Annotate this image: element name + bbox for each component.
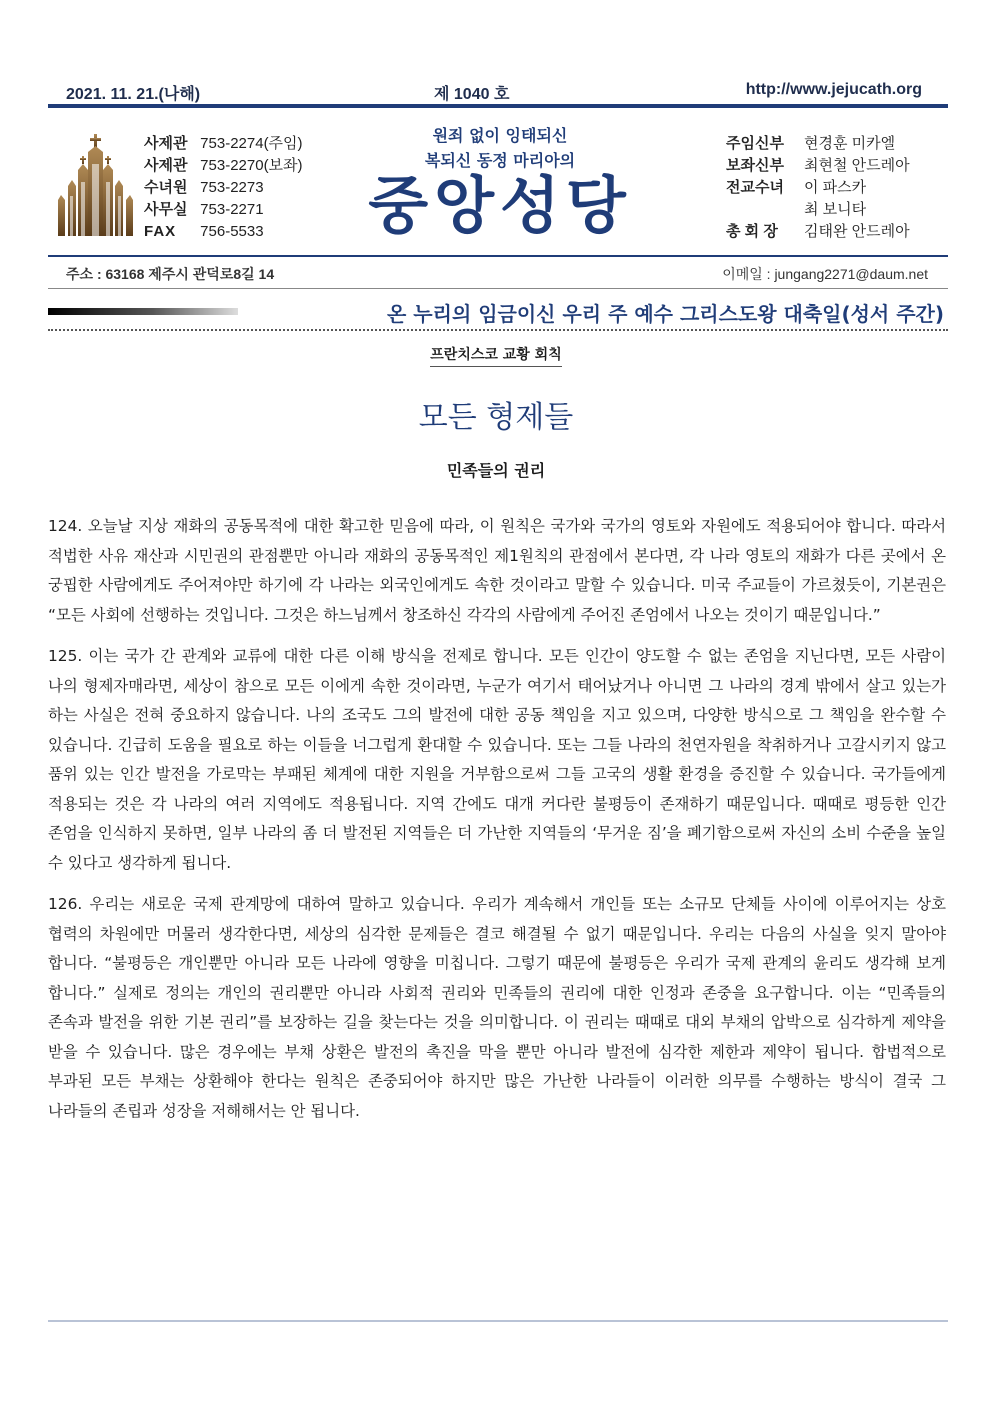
contact-list xyxy=(144,133,303,243)
document-title: 모든 형제들 xyxy=(418,400,574,435)
staff-name: 최 보니타 xyxy=(804,201,867,218)
section-title: 민족들의 권리 xyxy=(446,461,546,480)
contact-value: 753-2273 xyxy=(200,179,264,196)
staff-role: 주임신부 xyxy=(726,135,784,152)
staff-list xyxy=(726,133,910,243)
contact-value: 753-2274(주임) xyxy=(200,135,303,152)
staff-name: 이 파스카 xyxy=(804,179,867,196)
contact-row xyxy=(144,221,303,243)
contact-value: 753-2271 xyxy=(200,201,264,218)
series-label-text: 프란치스코 교황 회칙 xyxy=(430,347,561,367)
feast-title: 온 누리의 임금이신 우리 주 예수 그리스도왕 대축일(성서 주간) xyxy=(387,302,944,326)
contact-label: 사무실 xyxy=(144,201,188,218)
staff-role: 전교수녀 xyxy=(726,179,784,196)
contact-row xyxy=(144,155,303,177)
church-logo-icon xyxy=(58,134,136,236)
contact-row xyxy=(144,133,303,155)
staff-name: 김태완 안드레아 xyxy=(804,223,910,240)
article-body xyxy=(48,512,946,1138)
staff-row xyxy=(726,133,910,155)
contact-row xyxy=(144,177,303,199)
staff-name: 현경훈 미카엘 xyxy=(804,135,896,152)
address-text: 주소 : 63168 제주시 관덕로8길 14 xyxy=(66,266,275,282)
paragraph: 125. 이는 국가 간 관계와 교류에 대한 다른 이해 방식을 전제로 합니다. 모든 인간이 양도할 수 없는 존엄을 지닌다면, 모든 사람이 나의 형제자매라면, 세상이 참으로 모든 이에게 속한 것이라면, 누군가 여기서 태어났거나 아니면 그 나라의 경계 밖에서 살고 있는가 하는 사실은 전혀 중요하지 않습니다. 나의 조국도 그의 발전에 대한 공동 책임을 지고 있으며, 다양한 방식으로 그 책임을 완수할 수 있습니다. 긴급히 도움을 필요로 하는 이들을 너그럽게 환대할 수 있습니다. 또는 그들 나라의 천연자원을 착취하거나 고갈시키지 않고 품위 있는 인간 발전을 가로막는 부패된 체계에 대한 지원을 거부함으로써 그들 고국의 생활 환경을 증진할 수 있습니다. 국가들에게 적용되는 것은 각 나라의 여러 지역에도 적용됩니다. 지역 간에도 대개 커다란 불평등이 존재하기 때문입니다. 때때로 평등한 인간 존엄을 인식하지 못하면, 일부 나라의 좀 더 발전된 지역들은 더 가난한 지역들의 ‘무거운 짐’을 폐기함으로써 자신의 소비 수준을 높일 수 있다고 생각하게 됩니다. xyxy=(48,647,946,872)
staff-row xyxy=(726,155,910,177)
contact-row xyxy=(144,199,303,221)
address-bottom-rule xyxy=(48,288,948,289)
address-bar xyxy=(48,262,948,286)
series-label xyxy=(0,344,992,364)
staff-role: 총 회 장 xyxy=(726,223,778,240)
motto-line: 복되신 동정 마리아의 xyxy=(424,151,576,170)
address-top-rule xyxy=(48,255,948,257)
paragraph: 126. 우리는 새로운 국제 관계망에 대하여 말하고 있습니다. 우리가 계속해서 개인들 또는 소규모 단체들 사이에 이루어지는 상호 협력의 차원에만 머물러 생각한다면, 세상의 심각한 문제들은 결코 해결될 수 없기 때문입니다. 우리는 다음의 사실을 잊지 말아야 합니다. “불평등은 개인뿐만 아니라 모든 나라에 영향을 미칩니다. 그렇기 때문에 불평등은 우리가 국제 관계의 윤리도 생각해 보게 합니다.” 실제로 정의는 개인의 권리뿐만 아니라 사회적 권리와 민족들의 권리에 대한 인정과 존중을 요구합니다. 이는 “민족들의 존속과 발전을 위한 기본 권리”를 보장하는 길을 찾는다는 것을 의미합니다. 이 권리는 때때로 대외 부채의 압박으로 심각하게 제약을 받을 수 있습니다. 많은 경우에는 부채 상환은 발전의 촉진을 막을 뿐만 아니라 발전에 심각한 제한과 제약이 됩니다. 합법적으로 부과된 모든 부채는 상환해야 한다는 원칙은 존중되어야 하지만 많은 가난한 나라들이 이러한 의무를 수행하는 방식이 결국 그 나라들의 존립과 성장을 저해해서는 안 됩니다. xyxy=(48,895,946,1120)
staff-role: 보좌신부 xyxy=(726,157,784,174)
contact-label: 수녀원 xyxy=(144,179,188,196)
staff-row xyxy=(726,221,910,243)
staff-row xyxy=(726,199,910,221)
website-link[interactable]: http://www.jejucath.org xyxy=(745,81,922,98)
contact-value: 756-5533 xyxy=(200,223,264,240)
issue-date: 2021. 11. 21.(나해) xyxy=(66,86,201,103)
contact-label: FAX xyxy=(144,223,177,240)
masthead-rule xyxy=(48,104,948,108)
staff-name: 최현철 안드레아 xyxy=(804,157,910,174)
footer-rule xyxy=(48,1320,948,1322)
issue-number: 제 1040 호 xyxy=(434,86,510,103)
church-motto xyxy=(380,123,620,173)
motto-line: 원죄 없이 잉태되신 xyxy=(432,126,568,145)
staff-row xyxy=(726,177,910,199)
church-name: 중앙성당 xyxy=(368,169,632,242)
paragraph: 124. 오늘날 지상 재화의 공동목적에 대한 확고한 믿음에 따라, 이 원칙은 국가와 국가의 영토와 자원에도 적용되어야 합니다. 따라서 적법한 사유 재산과 시민권의 관점뿐만 아니라 재화의 공동목적인 제1원칙의 관점에서 본다면, 각 나라 영토의 재화가 다른 곳에서 온 궁핍한 사람에게도 주어져야만 하기에 각 나라는 외국인에게도 속한 것이라고 말할 수 있습니다. 미국 주교들이 가르쳤듯이, 기본권은 “모든 사회에 선행하는 것입니다. 그것은 하느님께서 창조하신 각각의 사람에게 주어진 존엄에서 나오는 것이기 때문입니다.” xyxy=(48,517,946,624)
feast-dotted-rule xyxy=(48,329,948,331)
contact-value: 753-2270(보좌) xyxy=(200,157,303,174)
feast-gradient-bar xyxy=(48,308,238,315)
contact-label: 사제관 xyxy=(144,135,188,152)
email-text[interactable]: 이메일 : jungang2271@daum.net xyxy=(722,266,928,282)
contact-label: 사제관 xyxy=(144,157,188,174)
